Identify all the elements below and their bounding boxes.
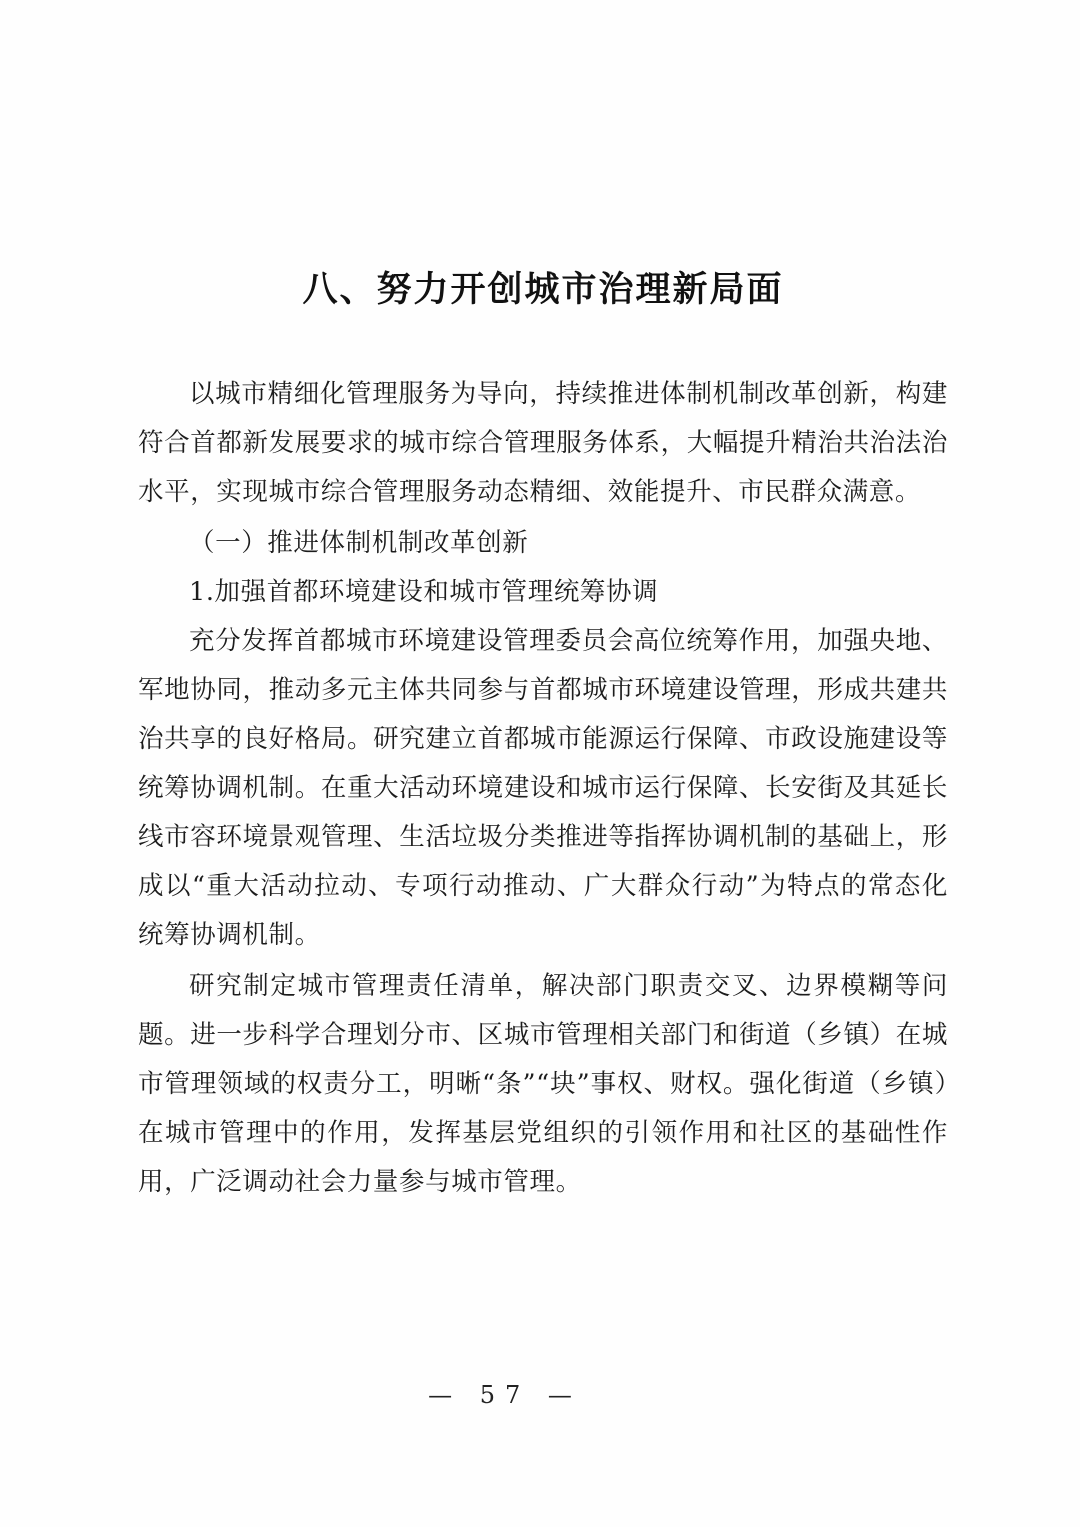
page-title: 八、努力开创城市治理新局面 <box>302 269 784 310</box>
paragraph-intro: 以城市精细化管理服务为导向，持续推进体制机制改革创新，构建符合首都新发展要求的城市综合管理服务体系，大幅提升精治共治法治水平，实现城市综合管理服务动态精细、效能提升、市民群众满意。 <box>138 379 948 507</box>
section-heading-2: 1.加强首都环境建设和城市管理统筹协调 <box>189 577 659 607</box>
page-footer <box>0 1381 1080 1409</box>
paragraph-responsibility-list: 研究制定城市管理责任清单，解决部门职责交叉、边界模糊等问题。进一步科学合理划分市、区城市管理相关部门和街道（乡镇）在城市管理领域的权责分工，明晰“条”“块”事权、财权。强化街道（乡镇）在城市管理中的作用，发挥基层党组织的引领作用和社区的基础性作用，广泛调动社会力量参与城市管理。 <box>138 971 948 1197</box>
page-content <box>138 262 948 1209</box>
page-number: — 57 — <box>428 1381 582 1409</box>
paragraph-coordination: 充分发挥首都城市环境建设管理委员会高位统筹作用，加强央地、军地协同，推动多元主体共同参与首都城市环境建设管理，形成共建共治共享的良好格局。研究建立首都城市能源运行保障、市政设施建设等统筹协调机制。在重大活动环境建设和城市运行保障、长安街及其延长线市容环境景观管理、生活垃圾分类推进等指挥协调机制的基础上，形成以“重大活动拉动、专项行动推动、广大群众行动”为特点的常态化统筹协调机制。 <box>138 626 948 950</box>
section-heading-1: （一）推进体制机制改革创新 <box>189 528 529 558</box>
